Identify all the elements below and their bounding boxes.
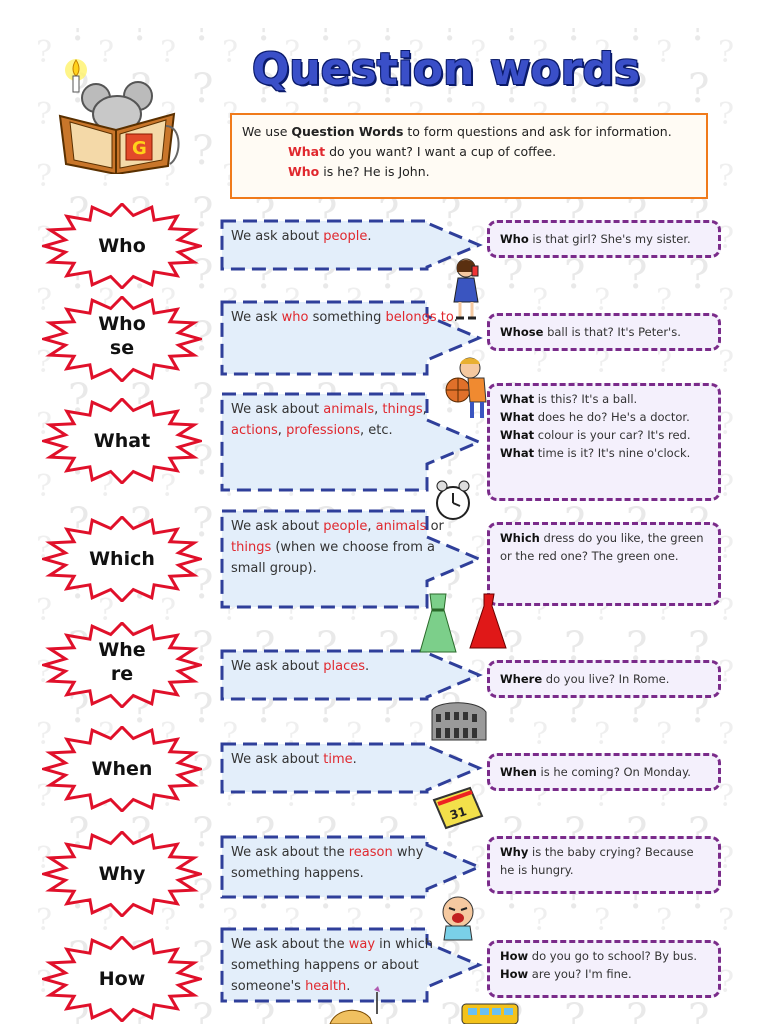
description-arrow-who	[221, 220, 481, 268]
description-text: We ask about the reason why something happens.	[231, 845, 424, 881]
description-arrow-what	[221, 393, 481, 489]
crying-baby-icon	[436, 892, 482, 942]
example-sentence: What time is it? It's nine o'clock.	[500, 446, 691, 460]
description-arrow-whose	[221, 301, 481, 373]
description-text: We ask who something belongs to.	[231, 310, 458, 325]
page-title: Question words	[252, 44, 641, 95]
svg-text:31: 31	[448, 804, 469, 823]
description-text: We ask about places.	[231, 659, 370, 674]
example-sentence: What colour is your car? It's red.	[500, 428, 691, 442]
question-word: Which	[89, 548, 155, 570]
intro-box	[230, 113, 708, 199]
star-badge-where	[42, 622, 202, 708]
example-sentence: Whose ball is that? It's Peter's.	[500, 325, 681, 339]
example-box-when	[487, 753, 721, 791]
colosseum-icon	[430, 698, 488, 742]
question-word: What	[93, 430, 151, 452]
description-arrow-where	[221, 650, 481, 698]
description-arrow-why	[221, 836, 481, 896]
star-badge-what	[42, 398, 202, 484]
question-word: Why	[98, 863, 146, 885]
question-word: Whose	[98, 313, 146, 359]
question-word: How	[98, 968, 146, 990]
description-text: We ask about people, animals or things (when we choose from a small group).	[231, 519, 444, 576]
question-word: Who	[98, 235, 146, 257]
star-badge-why	[42, 831, 202, 917]
example-sentence: Why is the baby crying? Because he is hungry.	[500, 845, 694, 877]
description-text: We ask about people.	[231, 229, 372, 244]
example-sentence: Who is that girl? She's my sister.	[500, 232, 691, 246]
green-and-red-dresses-icon	[418, 592, 510, 656]
intro-line: We use Question Words to form questions and ask for information.	[242, 124, 672, 139]
star-badge-when	[42, 726, 202, 812]
description-text: We ask about the way in which something happens or about someone's health.	[231, 937, 434, 994]
alarm-clock-icon	[430, 478, 476, 524]
example-box-who	[487, 220, 721, 258]
mouse-reading-book-logo	[56, 56, 186, 174]
example-box-how	[487, 940, 721, 998]
star-badge-whose	[42, 296, 202, 382]
intro-example-what: What do you want? I want a cup of coffee.	[288, 144, 557, 159]
logo-letter: G	[132, 138, 147, 159]
boy-with-ball-icon	[444, 356, 492, 420]
star-badge-how	[42, 936, 202, 1022]
star-badge-who	[42, 203, 202, 289]
example-sentence: When is he coming? On Monday.	[500, 765, 691, 779]
example-sentence: Which dress do you like, the green or the red one? The green one.	[500, 531, 704, 563]
example-sentence: What is this? It's a ball.	[500, 392, 638, 406]
example-box-which	[487, 522, 721, 606]
description-text: We ask about time.	[231, 752, 357, 767]
example-sentence: Where do you live? In Rome.	[500, 672, 670, 686]
girl-with-phone-icon	[446, 256, 486, 322]
intro-example-who: Who is he? He is John.	[288, 164, 430, 179]
question-word: Where	[98, 639, 146, 685]
cartoon-character-icon	[320, 984, 390, 1024]
example-box-why	[487, 836, 721, 894]
description-text: We ask about animals, things, actions, professions, etc.	[231, 402, 427, 438]
example-sentence: How are you? I'm fine.	[500, 967, 632, 981]
star-badge-which	[42, 516, 202, 602]
example-sentence: What does he do? He's a doctor.	[500, 410, 690, 424]
example-box-what	[487, 383, 721, 501]
calendar-icon	[430, 786, 486, 832]
example-box-whose	[487, 313, 721, 351]
example-sentence: How do you go to school? By bus.	[500, 949, 697, 963]
description-arrow-when	[221, 743, 481, 791]
school-bus-icon	[460, 1000, 520, 1024]
question-word: When	[91, 758, 153, 780]
example-box-where	[487, 660, 721, 698]
